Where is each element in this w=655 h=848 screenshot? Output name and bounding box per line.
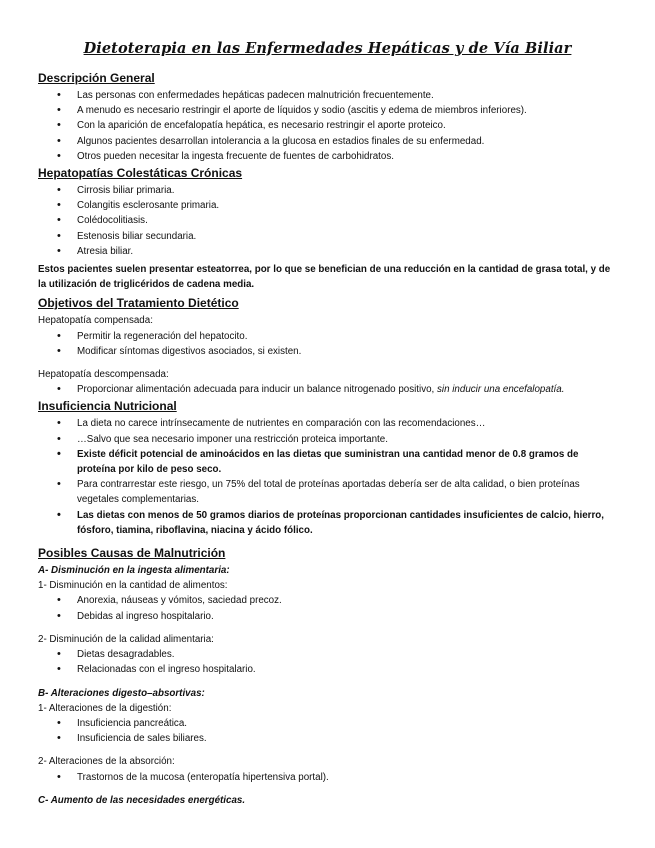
list-item: • Algunos pacientes desarrollan intolerancia a la glucosa en estadios finales de su enfermedad. <box>38 134 617 149</box>
list-item: • Insuficiencia de sales biliares. <box>38 731 617 746</box>
subheading-b: B- Alteraciones digesto–absortivas: <box>38 687 205 699</box>
descripcion-list <box>38 88 617 164</box>
list-item: • Para contrarrestar este riesgo, un 75% del total de proteínas aportadas debería ser de alta calidad, o bien proteínas vegetales complementarias. <box>38 477 617 507</box>
list-item: • Dietas desagradables. <box>38 647 617 662</box>
list-item: • Modificar síntomas digestivos asociados, si existen. <box>38 344 617 359</box>
a2-list <box>38 647 617 677</box>
list-item: • Debidas al ingreso hospitalario. <box>38 609 617 624</box>
list-item-italic-text: sin inducir una encefalopatía. <box>437 384 565 396</box>
list-item: • Otros pueden necesitar la ingesta frecuente de fuentes de carbohidratos. <box>38 149 617 164</box>
subheading-b1: 1- Alteraciones de la digestión: <box>38 702 172 714</box>
insuficiencia-list <box>38 416 617 538</box>
list-item: • Relacionadas con el ingreso hospitalario. <box>38 662 617 677</box>
document-title: Dietoterapia en las Enfermedades Hepáticas y de Vía Biliar <box>83 40 572 57</box>
section-heading-hepatopatias: Hepatopatías Colestáticas Crónicas <box>38 166 243 181</box>
list-item: • Cirrosis biliar primaria. <box>38 183 617 198</box>
esteatorrea-note: Estos pacientes suelen presentar esteatorrea, por lo que se benefician de una reducción en la cantidad de grasa total, y de la utilización de triglicéridos de cadena media. <box>38 264 611 291</box>
section-heading-causas: Posibles Causas de Malnutrición <box>38 546 226 561</box>
list-item: • Colangitis esclerosante primaria. <box>38 198 617 213</box>
a1-list <box>38 593 617 623</box>
subheading-c: C- Aumento de las necesidades energéticas. <box>38 794 246 806</box>
list-item: • Atresia biliar. <box>38 244 617 259</box>
list-item: • Estenosis biliar secundaria. <box>38 229 617 244</box>
subheading-a2: 2- Disminución de la calidad alimentaria: <box>38 633 214 645</box>
list-item: • A menudo es necesario restringir el aporte de líquidos y sodio (ascitis y edema de miembros inferiores). <box>38 103 617 118</box>
list-item: • Colédocolitiasis. <box>38 213 617 228</box>
subheading-a1: 1- Disminución en la cantidad de alimentos: <box>38 580 228 592</box>
compensada-label: Hepatopatía compensada: <box>38 315 153 327</box>
subheading-b2: 2- Alteraciones de la absorción: <box>38 756 175 768</box>
list-item: • Insuficiencia pancreática. <box>38 716 617 731</box>
subheading-a: A- Disminución en la ingesta alimentaria: <box>38 565 230 577</box>
descompensada-list <box>38 382 617 397</box>
list-item: • Las dietas con menos de 50 gramos diarios de proteínas proporcionan cantidades insuficientes de calcio, hierro, fósforo, tiamina, riboflavina, niacina y ácido fólico. <box>38 508 617 538</box>
list-item: • Con la aparición de encefalopatía hepática, es necesario restringir el aporte proteico. <box>38 118 617 133</box>
section-heading-objetivos: Objetivos del Tratamiento Dietético <box>38 296 239 311</box>
section-heading-descripcion: Descripción General <box>38 71 155 85</box>
b2-list <box>38 770 617 785</box>
list-item: • La dieta no carece intrínsecamente de nutrientes en comparación con las recomendaciones… <box>38 416 617 431</box>
list-item: • …Salvo que sea necesario imponer una restricción proteica importante. <box>38 432 617 447</box>
list-item-text: Proporcionar alimentación adecuada para inducir un balance nitrogenado positivo, <box>77 384 437 396</box>
list-item: • Las personas con enfermedades hepáticas padecen malnutrición frecuentemente. <box>38 88 617 103</box>
section-heading-insuficiencia: Insuficiencia Nutricional <box>38 399 177 414</box>
b1-list <box>38 716 617 746</box>
descompensada-label: Hepatopatía descompensada: <box>38 369 169 381</box>
list-item <box>38 382 617 397</box>
list-item: • Existe déficit potencial de aminoácidos en las dietas que suministran una cantidad menor de 0.8 gramos de proteína por kilo de peso seco. <box>38 447 617 477</box>
list-item: • Trastornos de la mucosa (enteropatía hipertensiva portal). <box>38 770 617 785</box>
hepatopatias-list <box>38 183 617 259</box>
compensada-list <box>38 329 617 359</box>
list-item: • Anorexia, náuseas y vómitos, saciedad precoz. <box>38 593 617 608</box>
list-item: • Permitir la regeneración del hepatocito. <box>38 329 617 344</box>
